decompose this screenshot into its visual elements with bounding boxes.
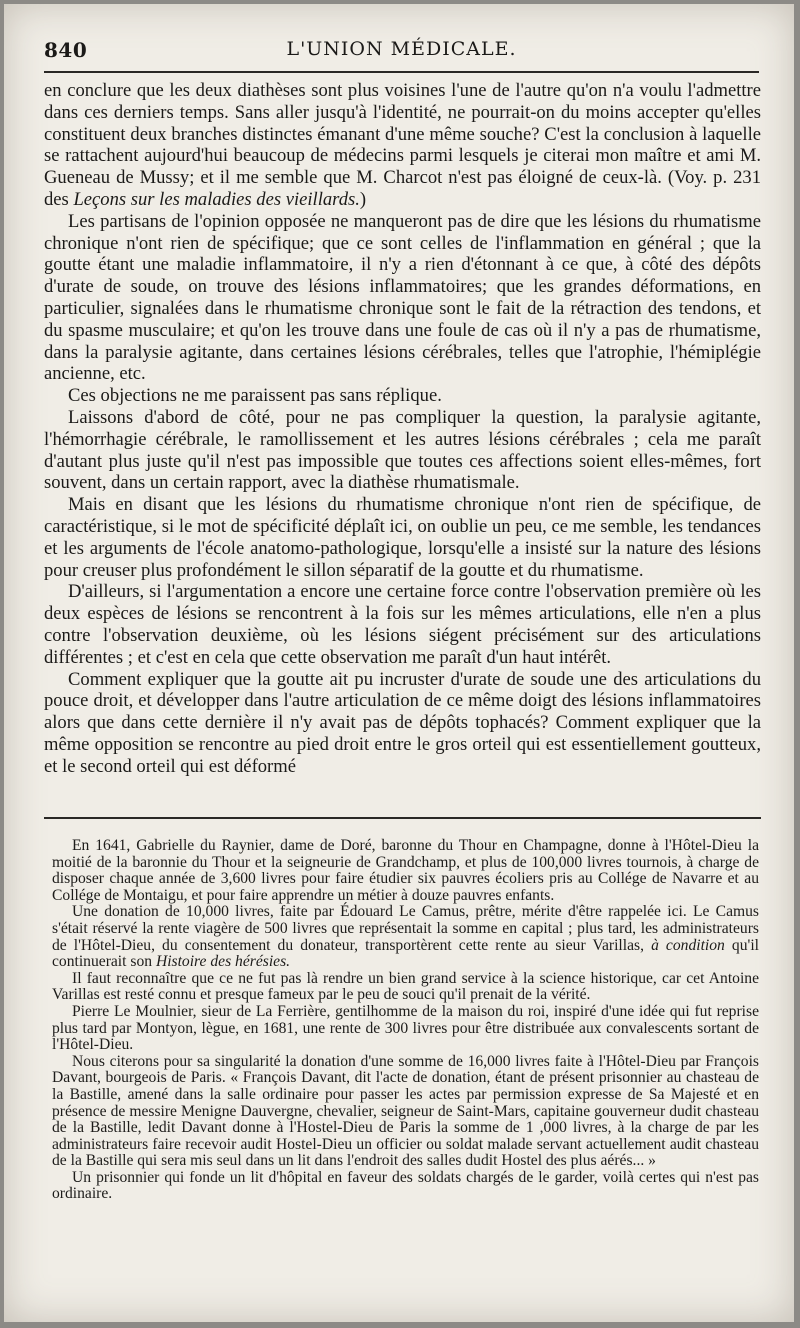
note-paragraph-5: Nous citerons pour sa singularité la donation d'une somme de 16,000 livres faite à l'Hôtel-Dieu par François Davant, bourgeois de Paris. « François Davant, dit l'acte de donation, étant de présent prisonnier au chasteau de la Bastille, amené dans la salle ordinaire pour passer les actes par permission expresse de Sa Majesté et en présence de messire Menigne Dauvergne, chevalier, seigneur de Saint-Mars, capitaine gouverneur dudit chasteau de la Bastille, ledit Davant donne à l'Hostel-Dieu de Paris la somme de 1 ,000 livres, à la charge de par les administrateurs faire recevoir audit Hostel-Dieu un officier ou soldat malade servant actuellement audit chasteau de la Bastille qui sera mis seul dans un lit dans l'endroit des salles dudit Hostel des plus aérés... » [52,1052,759,1170]
header-rule [44,71,759,73]
note-2-text: Une donation de 10,000 livres, faite par Édouard Le Camus, prêtre, mérite d'être rappelée ici. Le Camus s'était réservé la rente viagère de 500 livres que représentait la somme en capital ; plus tard, les administrateurs de l'Hôtel-Dieu, du consentement du donateur, transportèrent cette rente au sieur Varillas, [52,903,759,954]
note-2-italic-condition: à condition [651,936,725,954]
paragraph-1-italic-citation: Leçons sur les maladies des vieillards. [73,188,360,210]
paragraph-1-close: ) [359,188,367,210]
page-number: 840 [44,38,88,62]
book-page [4,4,794,1322]
paragraph-6: D'ailleurs, si l'argumentation a encore une certaine force contre l'observation première où les deux espèces de lésions se rencontrent à la fois sur les mêmes articulations, elle n'en a plus contre l'observation deuxième, où les lésions siégent précisément sur des articulations différentes ; et c'est en cela que cette observation me paraît d'un haut intérêt. [44,581,761,668]
note-paragraph-4: Pierre Le Moulnier, sieur de La Ferrière, gentilhomme de la maison du roi, inspiré d'une idée qui fut reprise plus tard par Montyon, lègue, en 1681, une rente de 300 livres pour être distribuée aux convalescents sortant de l'Hôtel-Dieu. [52,1002,759,1054]
feuilleton-notes [52,838,759,1203]
main-text [44,80,761,778]
note-paragraph-2 [52,904,759,970]
paragraph-1-text: en conclure que les deux diathèses sont plus voisines l'une de l'autre qu'on n'a voulu l'admettre dans ces derniers temps. Sans aller jusqu'à l'identité, ne pourrait-on du moins accepter qu'elles constituent deux branches distinctes émanant d'une même souche? C'est la conclusion à laquelle se rattachent aujourd'hui beaucoup de médecins parmi lesquels je citerai mon maître et ami M. Gueneau de Mussy; et il me semble que M. Charcot n'est pas éloigné de ceux-là. (Voy. p. 231 des [44,80,761,210]
paragraph-2: Les partisans de l'opinion opposée ne manqueront pas de dire que les lésions du rhumatisme chronique n'ont rien de spécifique; que ce sont celles de l'inflammation en général ; que la goutte étant une maladie inflammatoire, il n'y a rien d'étonnant à ce que, à côté des dépôts d'urate de soude, on trouve des lésions inflammatoires; que les grandes déformations, en particulier, signalées dans le rhumatisme chronique sont le fait de la rétraction des tendons, et du spasme musculaire; et qu'on les trouve dans une foule de cas où il n'y a pas de rhumatisme, dans la paralysie agitante, dans certaines lésions cérébrales, telles que l'atrophie, l'hémiplégie ancienne, etc. [44,210,761,385]
paragraph-4: Laissons d'abord de côté, pour ne pas compliquer la question, la paralysie agitante, l'hémorrhagie cérébrale, le ramollissement et les autres lésions cérébrales ; cela me paraît d'autant plus juste qu'il n'est pas impossible que toutes ces affections soient elles-mêmes, fort souvent, dans un certain rapport, avec la diathèse rhumatismale. [44,406,761,494]
running-title: L'UNION MÉDICALE. [286,38,517,60]
note-paragraph-3: Il faut reconnaître que ce ne fut pas là rendre un bien grand service à la science historique, car cet Antoine Varillas est resté connu et presque fameux par le peu de souci qu'il prenait de la vérité. [52,969,759,1004]
paragraph-1 [44,80,761,211]
paragraph-5: Mais en disant que les lésions du rhumatisme chronique n'ont rien de spécifique, de caractéristique, si le mot de spécificité déplaît ici, on oublie un peu, ce me semble, les tendances et les arguments de l'école anatomo-pathologique, lorsqu'elle a insisté sur la nature des lésions pour creuser plus profondément le sillon séparatif de la goutte et du rhumatisme. [44,494,761,581]
page-header [44,38,759,62]
paragraph-3: Ces objections ne me paraissent pas sans réplique. [68,385,442,407]
footnote-separator-rule [44,817,761,819]
note-paragraph-1: En 1641, Gabrielle du Raynier, dame de Doré, baronne du Thour en Champagne, donne à l'Hôtel-Dieu la moitié de la baronnie du Thour et la seigneurie de Grandchamp, et plus de 100,000 livres tournois, à charge de disposer chaque année de 3,600 livres pour faire étudier six pauvres écoliers pris au Collége de Navarre et au Collége de Montaigu, et pour faire apprendre un métier à douze pauvres enfants. [52,837,759,904]
paragraph-7: Comment expliquer que la goutte ait pu incruster d'urate de soude une des articulations du pouce droit, et développer dans l'autre articulation de ce même doigt des lésions inflammatoires alors que dans cette dernière il n'y avait pas de dépôts tophacés? Comment expliquer que la même opposition se rencontre au pied droit entre le gros orteil qui est essentiellement goutteux, et le second orteil qui est déformé [44,668,761,777]
note-2-text-cont: qu'il continuerait son [52,936,759,971]
note-2-italic-title: Histoire des hérésies. [155,953,291,971]
note-paragraph-6: Un prisonnier qui fonde un lit d'hôpital en faveur des soldats chargés de le garder, voilà certes qui n'est pas ordinaire. [52,1168,759,1203]
